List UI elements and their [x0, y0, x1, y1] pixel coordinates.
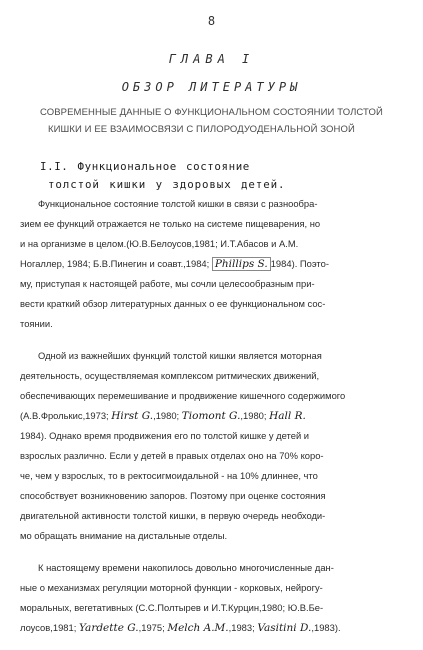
- text-line: Одной из важнейших функций толстой кишки является моторная: [38, 350, 322, 361]
- text-line: моральных, вегетативных (С.С.Полтырев и И.Т.Курцин,1980; Ю.В.Бе-: [20, 602, 324, 613]
- text-line: Функциональное состояние толстой кишки в связи с разнообра-: [38, 198, 318, 209]
- subsection-heading-line-1: I.I. Функциональное состояние: [40, 160, 250, 173]
- subtitle-line-1: СОВРЕМЕННЫЕ ДАННЫЕ О ФУНКЦИОНАЛЬНОМ СОСТОЯНИИ ТОЛСТОЙ: [40, 107, 383, 118]
- text-fragment: ,1983;: [228, 622, 255, 633]
- subsection-heading: [40, 158, 410, 194]
- text-fragment: ,1980;: [240, 410, 267, 421]
- text-line: [20, 254, 412, 274]
- text-line: зием ее функций отражается не только на системе пищеварения, но: [20, 218, 321, 229]
- chapter-heading: ГЛАВА I: [168, 52, 255, 66]
- text-line: двигательной активности толстой кишки, в первую очередь необходи-: [20, 510, 326, 521]
- text-line: тоянии.: [20, 318, 53, 329]
- handwritten-reference: Phillips S.: [212, 257, 271, 271]
- handwritten-reference: Hirst G.: [111, 410, 154, 422]
- body-text: [20, 194, 412, 638]
- handwritten-reference: Yardette G.: [78, 622, 139, 634]
- text-line: деятельность, осуществляемая комплексом ритмических движений,: [20, 370, 320, 381]
- subtitle-line-2: КИШКИ И ЕЕ ВЗАИМОСВЯЗИ С ПИЛОРОДУОДЕНАЛЬНОЙ ЗОНОЙ: [48, 124, 355, 135]
- text-fragment: ,1975;: [138, 622, 165, 633]
- text-fragment: ,1983).: [311, 622, 341, 633]
- text-line: 1984). Однако время продвижения его по толстой кишке у детей и: [20, 430, 310, 441]
- text-line: [20, 406, 412, 426]
- text-fragment: ,1980;: [153, 410, 180, 421]
- text-line: [20, 618, 412, 638]
- text-fragment: 1984). Поэто-: [270, 258, 329, 269]
- text-line: К настоящему времени накопилось довольно многочисленные дан-: [38, 562, 334, 573]
- text-line: и на организме в целом.(Ю.В.Белоусов,1981; И.Т.Абасов и А.М.: [20, 238, 299, 249]
- page-number: 8: [207, 14, 216, 28]
- text-fragment: лоусов,1981;: [20, 622, 77, 633]
- text-line: обеспечивающих перемешивание и продвижение кишечного содержимого: [20, 390, 346, 401]
- text-line: взрослых различно. Если у детей в правых отделах оно на 70% коро-: [20, 450, 324, 461]
- text-line: ные о механизмах регуляции моторной функции - корковых, нейрогу-: [20, 582, 323, 593]
- handwritten-reference: Tiomont G.: [181, 410, 241, 422]
- text-line: способствует возникновению запоров. Поэтому при оценке состояния: [20, 490, 326, 501]
- subsection-heading-line-2: толстой кишки у здоровых детей.: [48, 178, 286, 191]
- handwritten-reference: Melch A.M.: [167, 622, 229, 634]
- text-line: че, чем у взрослых, то в ректосигмоидальной - на 10% длиннее, что: [20, 470, 318, 481]
- text-line: му, приступая к настоящей работе, мы сочли целесообразным при-: [20, 278, 315, 289]
- handwritten-reference: Hall R.: [269, 410, 306, 422]
- section-title: ОБЗОР ЛИТЕРАТУРЫ: [121, 80, 302, 94]
- text-line: мо обращать внимание на дистальные отделы.: [20, 530, 228, 541]
- text-fragment: (А.В.Фролькис,1973;: [20, 410, 109, 421]
- text-line: вести краткий обзор литературных данных о ее функциональном сос-: [20, 298, 326, 309]
- handwritten-reference: Vasitini D.: [257, 622, 312, 634]
- chapter-subtitle: [40, 104, 390, 138]
- text-fragment: Ногаллер, 1984; Б.В.Пинегин и соавт.,1984;: [20, 258, 210, 269]
